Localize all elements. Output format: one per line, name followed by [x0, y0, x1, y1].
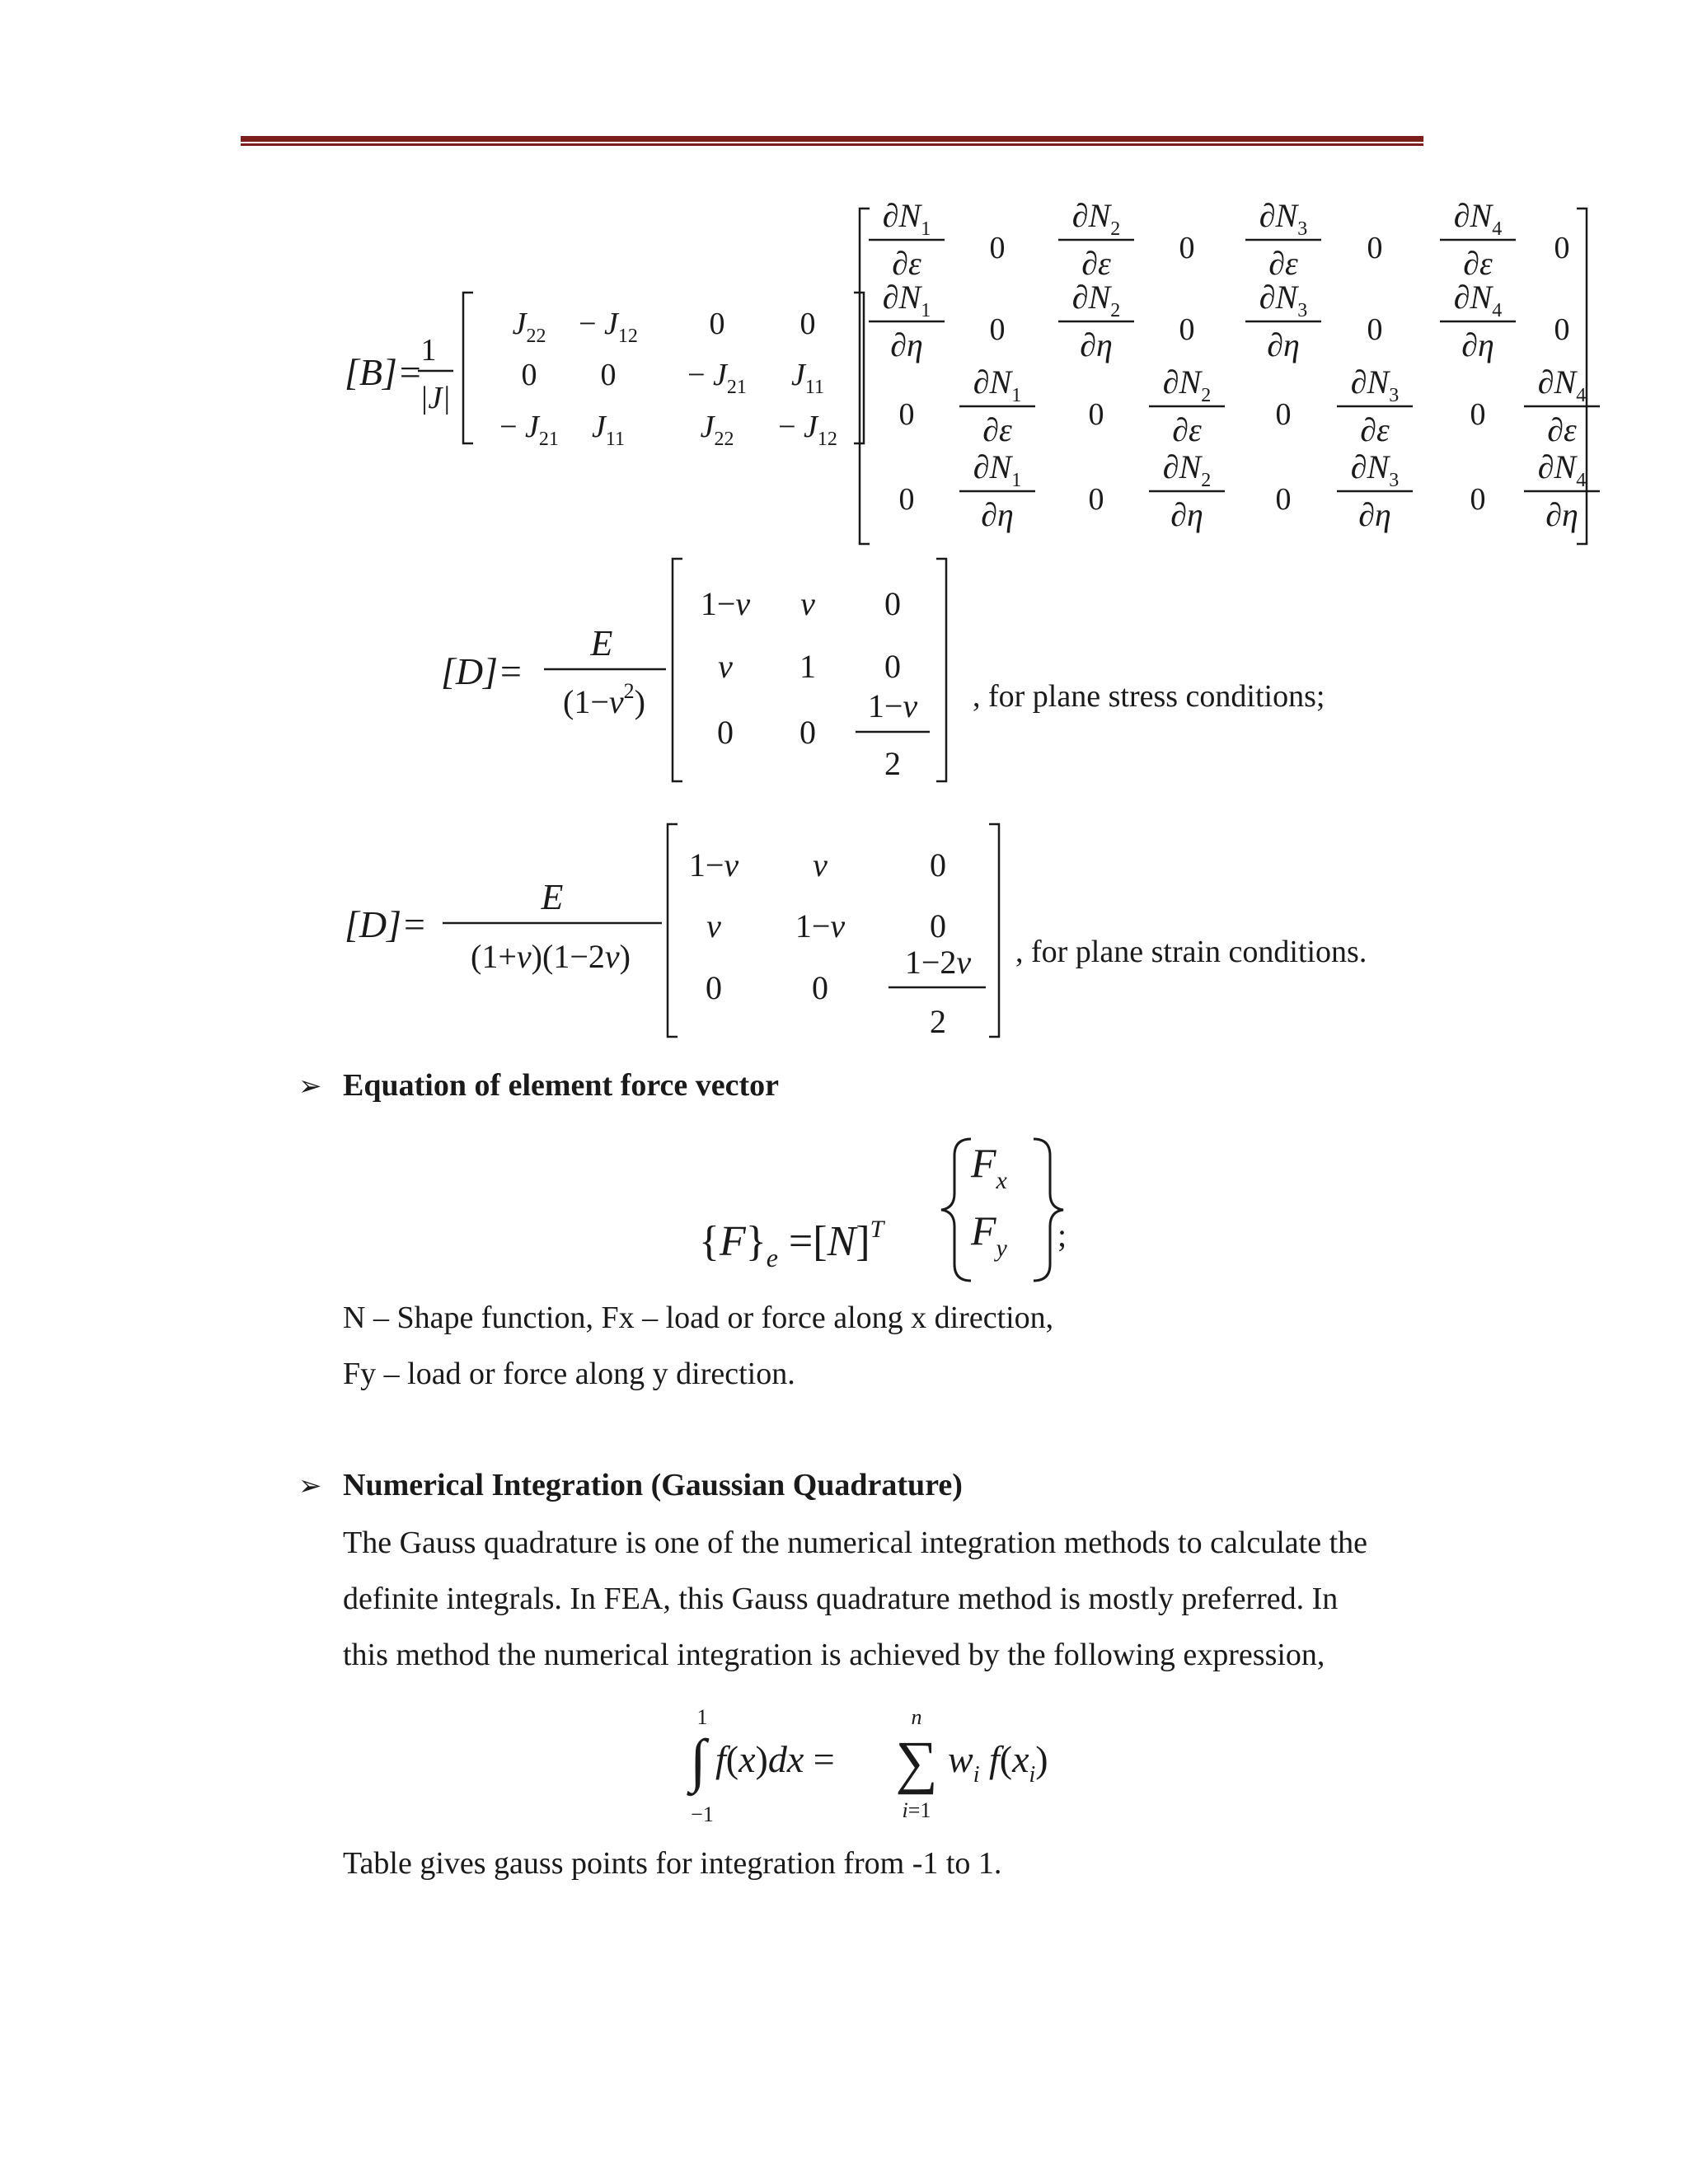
d-stress-m10: v [718, 648, 733, 685]
j-matrix-cell: − $J_{12}$ [579, 307, 638, 347]
dn-matrix-zero: 0 [1088, 397, 1104, 432]
d-strain-equation [345, 824, 999, 1040]
dn-matrix-denominator: ∂η [890, 326, 923, 363]
dn-matrix-denominator: ∂ε [1547, 411, 1577, 448]
b-factor-den: |J| [420, 381, 451, 415]
gauss-para-line: this method the numerical integration is achieved by the following expression, [343, 1638, 1325, 1672]
table-note: Table gives gauss points for integration from -1 to 1. [343, 1846, 1002, 1881]
d-strain-m21: 0 [812, 969, 828, 1006]
d-stress-equation [441, 559, 946, 782]
dn-matrix-denominator: ∂η [1267, 326, 1300, 363]
d-strain-m22-num: 1−2v [904, 944, 972, 981]
d-stress-m00: 1−v [700, 585, 751, 622]
d-stress-den: $(1-v^2)$ [563, 679, 645, 720]
dn-matrix-denominator: ∂η [981, 496, 1014, 533]
dn-matrix-zero: 0 [1275, 482, 1292, 517]
d-stress-m20: 0 [717, 714, 734, 751]
dn-matrix-numerator: $\partial N_3$ [1259, 197, 1308, 240]
dn-matrix-denominator: ∂ε [1360, 411, 1390, 448]
force-left-brace [941, 1139, 971, 1281]
d-stress-m11: 1 [799, 648, 816, 685]
d-strain-m20: 0 [706, 969, 722, 1006]
arrow-bullet-icon: ➢ [298, 1071, 322, 1102]
dn-matrix-zero: 0 [989, 231, 1006, 265]
dn-matrix-denominator: ∂ε [1081, 245, 1111, 282]
d-strain-matrix [689, 846, 986, 1040]
dn-matrix-numerator: $\partial N_4$ [1537, 363, 1587, 406]
d-stress-m22-den: 2 [884, 745, 901, 782]
j-matrix-cell: $J_{22}$ [700, 410, 734, 450]
dn-matrix-numerator: $\partial N_1$ [882, 279, 931, 321]
d-strain-m11: 1−v [795, 907, 846, 944]
b-matrix-equation [345, 197, 1600, 544]
gauss-para-line: The Gauss quadrature is one of the numerical integration methods to calculate the [343, 1526, 1368, 1560]
dn-matrix-denominator: ∂ε [1268, 245, 1298, 282]
gauss-heading: Numerical Integration (Gaussian Quadrature) [343, 1468, 963, 1502]
dn-matrix-zero: 0 [1554, 312, 1570, 347]
force-vec-fx: $F_x$ [971, 1140, 1007, 1194]
d-stress-m22-num: 1−v [867, 687, 918, 724]
dn-matrix-cells [869, 197, 1600, 533]
dn-matrix-numerator: $\partial N_2$ [1071, 197, 1121, 240]
j-matrix-cells [499, 307, 837, 450]
d-strain-m00: 1−v [688, 846, 739, 883]
d-stress-matrix [701, 585, 930, 782]
dn-matrix-zero: 0 [1367, 231, 1383, 265]
gauss-lower: −1 [691, 1802, 714, 1826]
d-strain-note: , for plane strain conditions. [1015, 935, 1367, 969]
dn-matrix-zero: 0 [1554, 231, 1570, 265]
dn-matrix-zero: 0 [1179, 231, 1195, 265]
dn-matrix-zero: 0 [1275, 397, 1292, 432]
force-desc-line2: Fy – load or force along y direction. [343, 1357, 795, 1391]
dn-matrix-denominator: ∂ε [982, 411, 1012, 448]
gauss-sigma: ∑ [895, 1729, 938, 1795]
d-stress-note: , for plane stress conditions; [973, 679, 1325, 714]
dn-matrix-zero: 0 [1179, 312, 1195, 347]
dn-matrix-numerator: $\partial N_2$ [1162, 448, 1212, 491]
dn-matrix-numerator: $\partial N_3$ [1350, 448, 1400, 491]
d-strain-m01: v [813, 846, 828, 883]
force-vec-fy: $F_y$ [971, 1207, 1007, 1262]
j-matrix-cell: 0 [799, 307, 816, 341]
gauss-para-line: definite integrals. In FEA, this Gauss quadrature method is mostly preferred. In [343, 1582, 1339, 1616]
force-desc-line1: N – Shape function, Fx – load or force along x direction, [343, 1301, 1054, 1335]
dn-matrix-zero: 0 [1367, 312, 1383, 347]
d-strain-m12: 0 [930, 907, 946, 944]
gauss-paragraph [343, 1515, 1431, 1683]
gauss-integrand: f(x)dx = [715, 1738, 835, 1780]
b-factor-num: 1 [420, 333, 437, 368]
dn-matrix-numerator: $\partial N_2$ [1071, 279, 1121, 321]
gauss-upper: 1 [696, 1705, 708, 1729]
d-strain-den: (1+v)(1−2v) [471, 938, 631, 975]
j-matrix-cell: − $J_{21}$ [687, 358, 747, 398]
d-strain-m22-den: 2 [930, 1003, 946, 1040]
dn-matrix-numerator: $\partial N_4$ [1537, 448, 1587, 491]
force-equation [699, 1139, 1067, 1281]
j-matrix-cell: $J_{11}$ [592, 410, 625, 450]
gauss-equation [687, 1705, 1048, 1826]
dn-matrix-denominator: ∂η [1545, 496, 1578, 533]
dn-matrix-zero: 0 [1470, 482, 1486, 517]
dn-matrix-numerator: $\partial N_1$ [973, 363, 1022, 406]
dn-matrix-numerator: $\partial N_1$ [882, 197, 931, 240]
dn-matrix-numerator: $\partial N_1$ [973, 448, 1022, 491]
arrow-bullet-icon: ➢ [298, 1471, 322, 1502]
dn-matrix-numerator: $\partial N_3$ [1350, 363, 1400, 406]
dn-matrix-zero: 0 [1088, 482, 1104, 517]
j-matrix-cell: − $J_{21}$ [499, 410, 559, 450]
dn-matrix-denominator: ∂η [1080, 326, 1113, 363]
force-heading: Equation of element force vector [343, 1068, 780, 1103]
dn-matrix-denominator: ∂ε [892, 245, 921, 282]
d-stress-lhs: [D]= [441, 650, 524, 692]
j-matrix-cell: $J_{22}$ [512, 307, 546, 347]
dn-matrix-zero: 0 [1470, 397, 1486, 432]
gauss-sum-upper: n [911, 1705, 922, 1729]
d-strain-m10: v [706, 907, 721, 944]
dn-matrix-zero: 0 [898, 482, 915, 517]
force-end: ; [1057, 1216, 1067, 1254]
b-lhs: [B]= [345, 351, 423, 393]
j-matrix-left-bracket [463, 293, 473, 443]
d-stress-m21: 0 [799, 714, 816, 751]
d-strain-lhs: [D]= [345, 903, 428, 945]
force-lhs: $\{F\}_e =[N]^T$ [699, 1216, 884, 1272]
dn-matrix-denominator: ∂η [1358, 496, 1391, 533]
dn-matrix-denominator: ∂ε [1172, 411, 1202, 448]
j-matrix-cell: 0 [709, 307, 725, 341]
dn-matrix-right-bracket [1577, 209, 1587, 544]
dn-matrix-denominator: ∂η [1170, 496, 1203, 533]
dn-matrix-numerator: $\partial N_3$ [1259, 279, 1308, 321]
dn-matrix-zero: 0 [989, 312, 1006, 347]
j-matrix-cell: − $J_{12}$ [778, 410, 837, 450]
d-strain-num: E [541, 877, 564, 917]
dn-matrix-denominator: ∂ε [1463, 245, 1493, 282]
j-matrix-cell: $J_{11}$ [791, 358, 824, 398]
dn-matrix-denominator: ∂η [1461, 326, 1494, 363]
dn-matrix-numerator: $\partial N_4$ [1453, 279, 1503, 321]
dn-matrix-zero: 0 [898, 397, 915, 432]
gauss-sum-lower: i=1 [902, 1798, 931, 1822]
d-stress-m12: 0 [884, 648, 901, 685]
gauss-sum-term: $w_i$ $f(x_i)$ [948, 1738, 1048, 1788]
force-right-brace [1034, 1139, 1063, 1281]
j-matrix-cell: 0 [521, 358, 537, 392]
d-stress-m01: v [800, 585, 815, 622]
dn-matrix-numerator: $\partial N_4$ [1453, 197, 1503, 240]
d-strain-m02: 0 [930, 846, 946, 883]
gauss-integral-sign: ∫ [690, 1727, 706, 1793]
dn-matrix-numerator: $\partial N_2$ [1162, 363, 1212, 406]
d-stress-m02: 0 [884, 585, 901, 622]
d-stress-num: E [590, 623, 613, 663]
j-matrix-cell: 0 [600, 358, 617, 392]
